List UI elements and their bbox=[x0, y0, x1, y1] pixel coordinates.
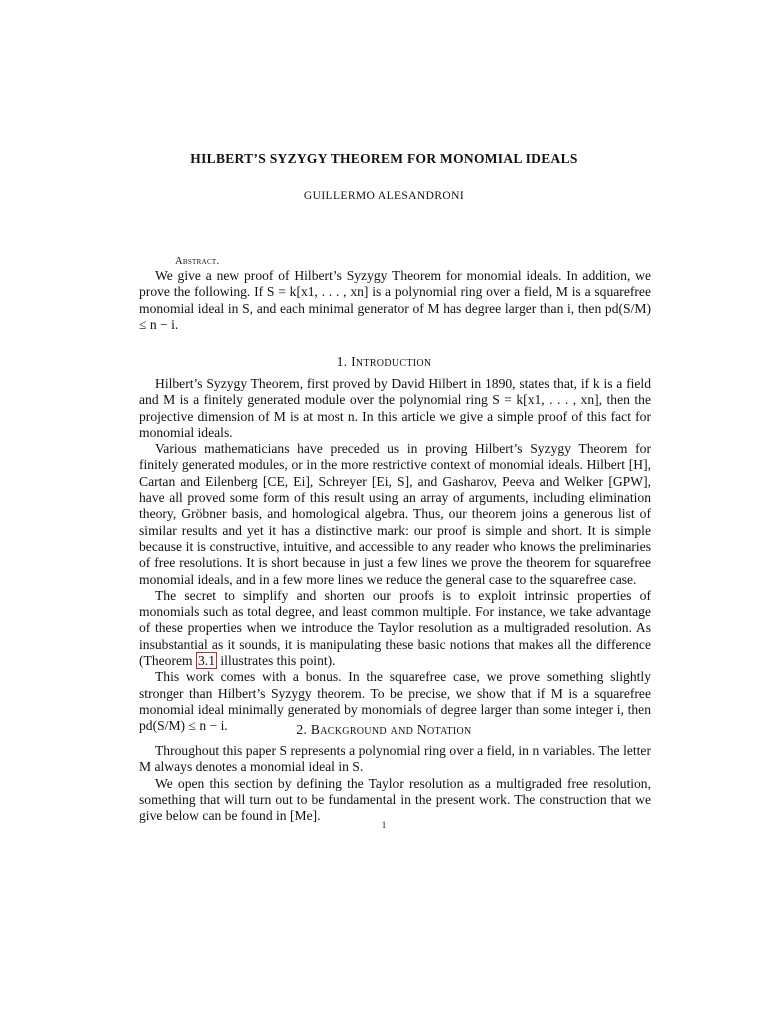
introduction-body bbox=[139, 376, 651, 735]
paper-title: HILBERT’S SYZYGY THEOREM FOR MONOMIAL IDEALS bbox=[190, 151, 578, 166]
paragraph: This work comes with a bonus. In the squarefree case, we prove something slightly stronger than Hilbert’s Syzygy theorem. To be precise, we show that if M is a squarefree monomial ideal minimally generated by monomials of degree larger than some integer i, then pd(S/M) ≤ n − i. bbox=[139, 669, 651, 734]
background-body bbox=[139, 743, 651, 824]
paragraph: Various mathematicians have preceded us in proving Hilbert’s Syzygy Theorem for finitely generated modules, or in the more restrictive context of monomial ideals. Hilbert [H], Cartan and Eilenberg [CE, Ei], Schreyer [Ei, S], and Gasharov, Peeva and Welker [GPW], have all proved some form of this result using an array of arguments, including elimination theory, Gröbner basis, and homological algebra. Thus, our theorem joins a generous list of similar results and yet it has a distinctive mark: our proof is simple and short. It is simple because it is constructive, intuitive, and accessible to any reader who knows the preliminaries of free resolutions. It is short because in just a few lines we prove the theorem for squarefree monomial ideals, and in a few more lines we reduce the general case to the squarefree case. bbox=[139, 441, 651, 587]
theorem-reference-link[interactable]: 3.1 bbox=[198, 653, 215, 669]
paragraph: Throughout this paper S represents a polynomial ring over a field, in n variables. The letter M always denotes a monomial ideal in S. bbox=[139, 743, 651, 775]
section-heading-introduction: 1. Introduction bbox=[336, 354, 432, 369]
paragraph: We open this section by defining the Taylor resolution as a multigraded free resolution, something that will turn out to be fundamental in the present work. The construction that we give below can be found in [Me]. bbox=[139, 775, 651, 824]
paragraph: Hilbert’s Syzygy Theorem, first proved by David Hilbert in 1890, states that, if k is a field and M is a finitely generated module over the polynomial ring S = k[x1, . . . , xn], then the projective dimension of M is at most n. In this article we give a simple proof of this fact for monomial ideals. bbox=[139, 376, 651, 440]
section-heading-background: 2. Background and Notation bbox=[296, 722, 472, 737]
paragraph bbox=[139, 588, 651, 669]
abstract-body bbox=[139, 268, 651, 333]
paper-author: GUILLERMO ALESANDRONI bbox=[303, 190, 465, 202]
paragraph-tail: illustrates this point). bbox=[220, 653, 336, 669]
abstract-label: Abstract. bbox=[175, 256, 220, 267]
page-number: 1 bbox=[381, 820, 387, 830]
paragraph-text: The secret to simplify and shorten our proofs is to exploit intrinsic properties of monomials such as total degree, and least common multiple. For instance, we take advantage of these properties when we introduce the Taylor resolution as a multigraded resolution. As insubstantial as it sounds, it is manipulating these basic notions that makes all the difference (Theorem bbox=[139, 587, 651, 669]
abstract-paragraph: We give a new proof of Hilbert’s Syzygy Theorem for monomial ideals. In addition, we prove the following. If S = k[x1, . . . , xn] is a polynomial ring over a field, M is a squarefree monomial ideal in S, and each minimal generator of M has degree larger than i, then pd(S/M) ≤ n − i. bbox=[139, 268, 651, 332]
